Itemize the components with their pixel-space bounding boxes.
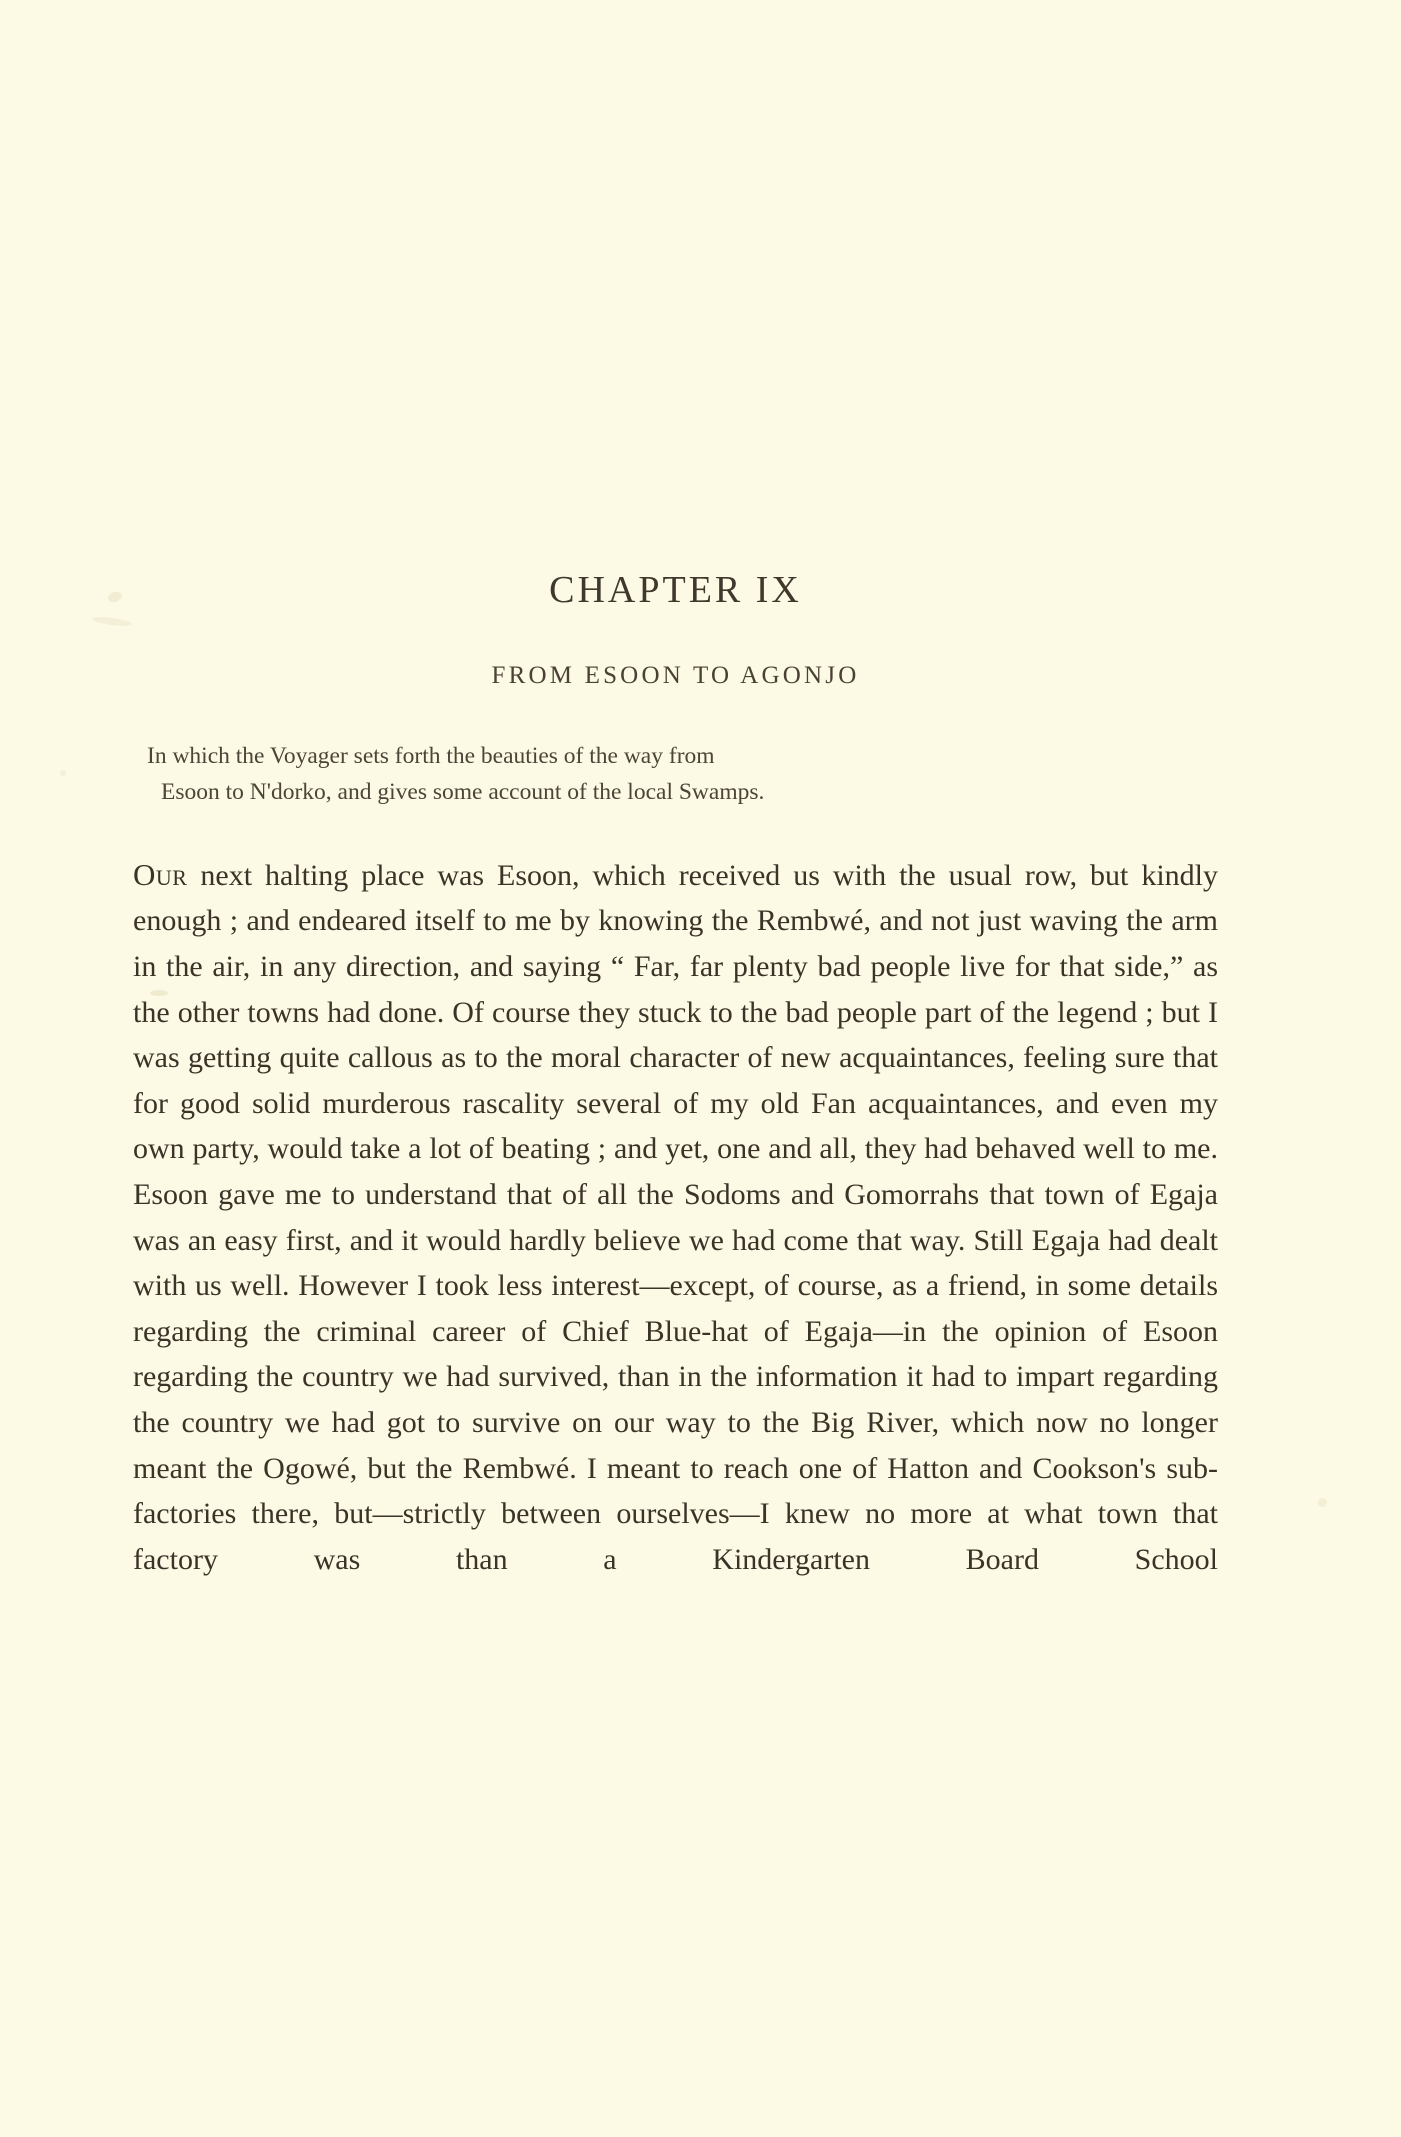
body-text-block	[133, 851, 1218, 1628]
opening-paragraph	[133, 851, 1218, 1628]
chapter-title-heading: FROM ESOON TO AGONJO	[491, 662, 860, 689]
page-content	[133, 0, 1218, 1628]
opening-small-caps-word: Our	[133, 856, 188, 892]
paper-blemish-icon	[107, 590, 124, 604]
synopsis-line-2: Esoon to N'dorko, and gives some account of the local Swamps.	[161, 779, 765, 806]
chapter-synopsis	[133, 738, 1218, 811]
paper-blemish-icon	[1318, 1498, 1327, 1507]
paragraph-text: next halting place was Esoon, which received us with the usual row, but kindly enough ; and endeared itself to me by knowing the Rembwé, and not just waving the arm in the air, in any direction, and saying “ Far, far plenty bad people live for that side,” as the other towns had done. Of course they stuck to the bad people part of the legend ; but I was getting quite callous as to the moral character of new acquaintances, feeling sure that for good solid murderous rascality several of my old Fan acquaintances, and even my own party, would take a lot of beating ; and yet, one and all, they had behaved well to me. Esoon gave me to understand that of all the Sodoms and Gomorrahs that town of Egaja was an easy first, and it would hardly believe we had come that way. Still Egaja had dealt with us well. However I took less interest—except, of course, as a friend, in some details regarding the criminal career of Chief Blue-hat of Egaja—in the opinion of Esoon regarding the country we had survived, than in the information it had to impart regarding the country we had got to survive on our way to the Big River, which now no longer meant the Ogowé, but the Rembwé. I meant to reach one of Hatton and Cookson's sub-factories there, but—strictly between ourselves—I knew no more at what town that factory was than a Kindergarten Board School	[133, 858, 1218, 1576]
paper-blemish-icon	[92, 615, 133, 627]
synopsis-line-1: In which the Voyager sets forth the beauties of the way from	[147, 743, 715, 769]
chapter-number-heading: CHAPTER IX	[549, 569, 802, 611]
paper-blemish-icon	[60, 770, 66, 776]
